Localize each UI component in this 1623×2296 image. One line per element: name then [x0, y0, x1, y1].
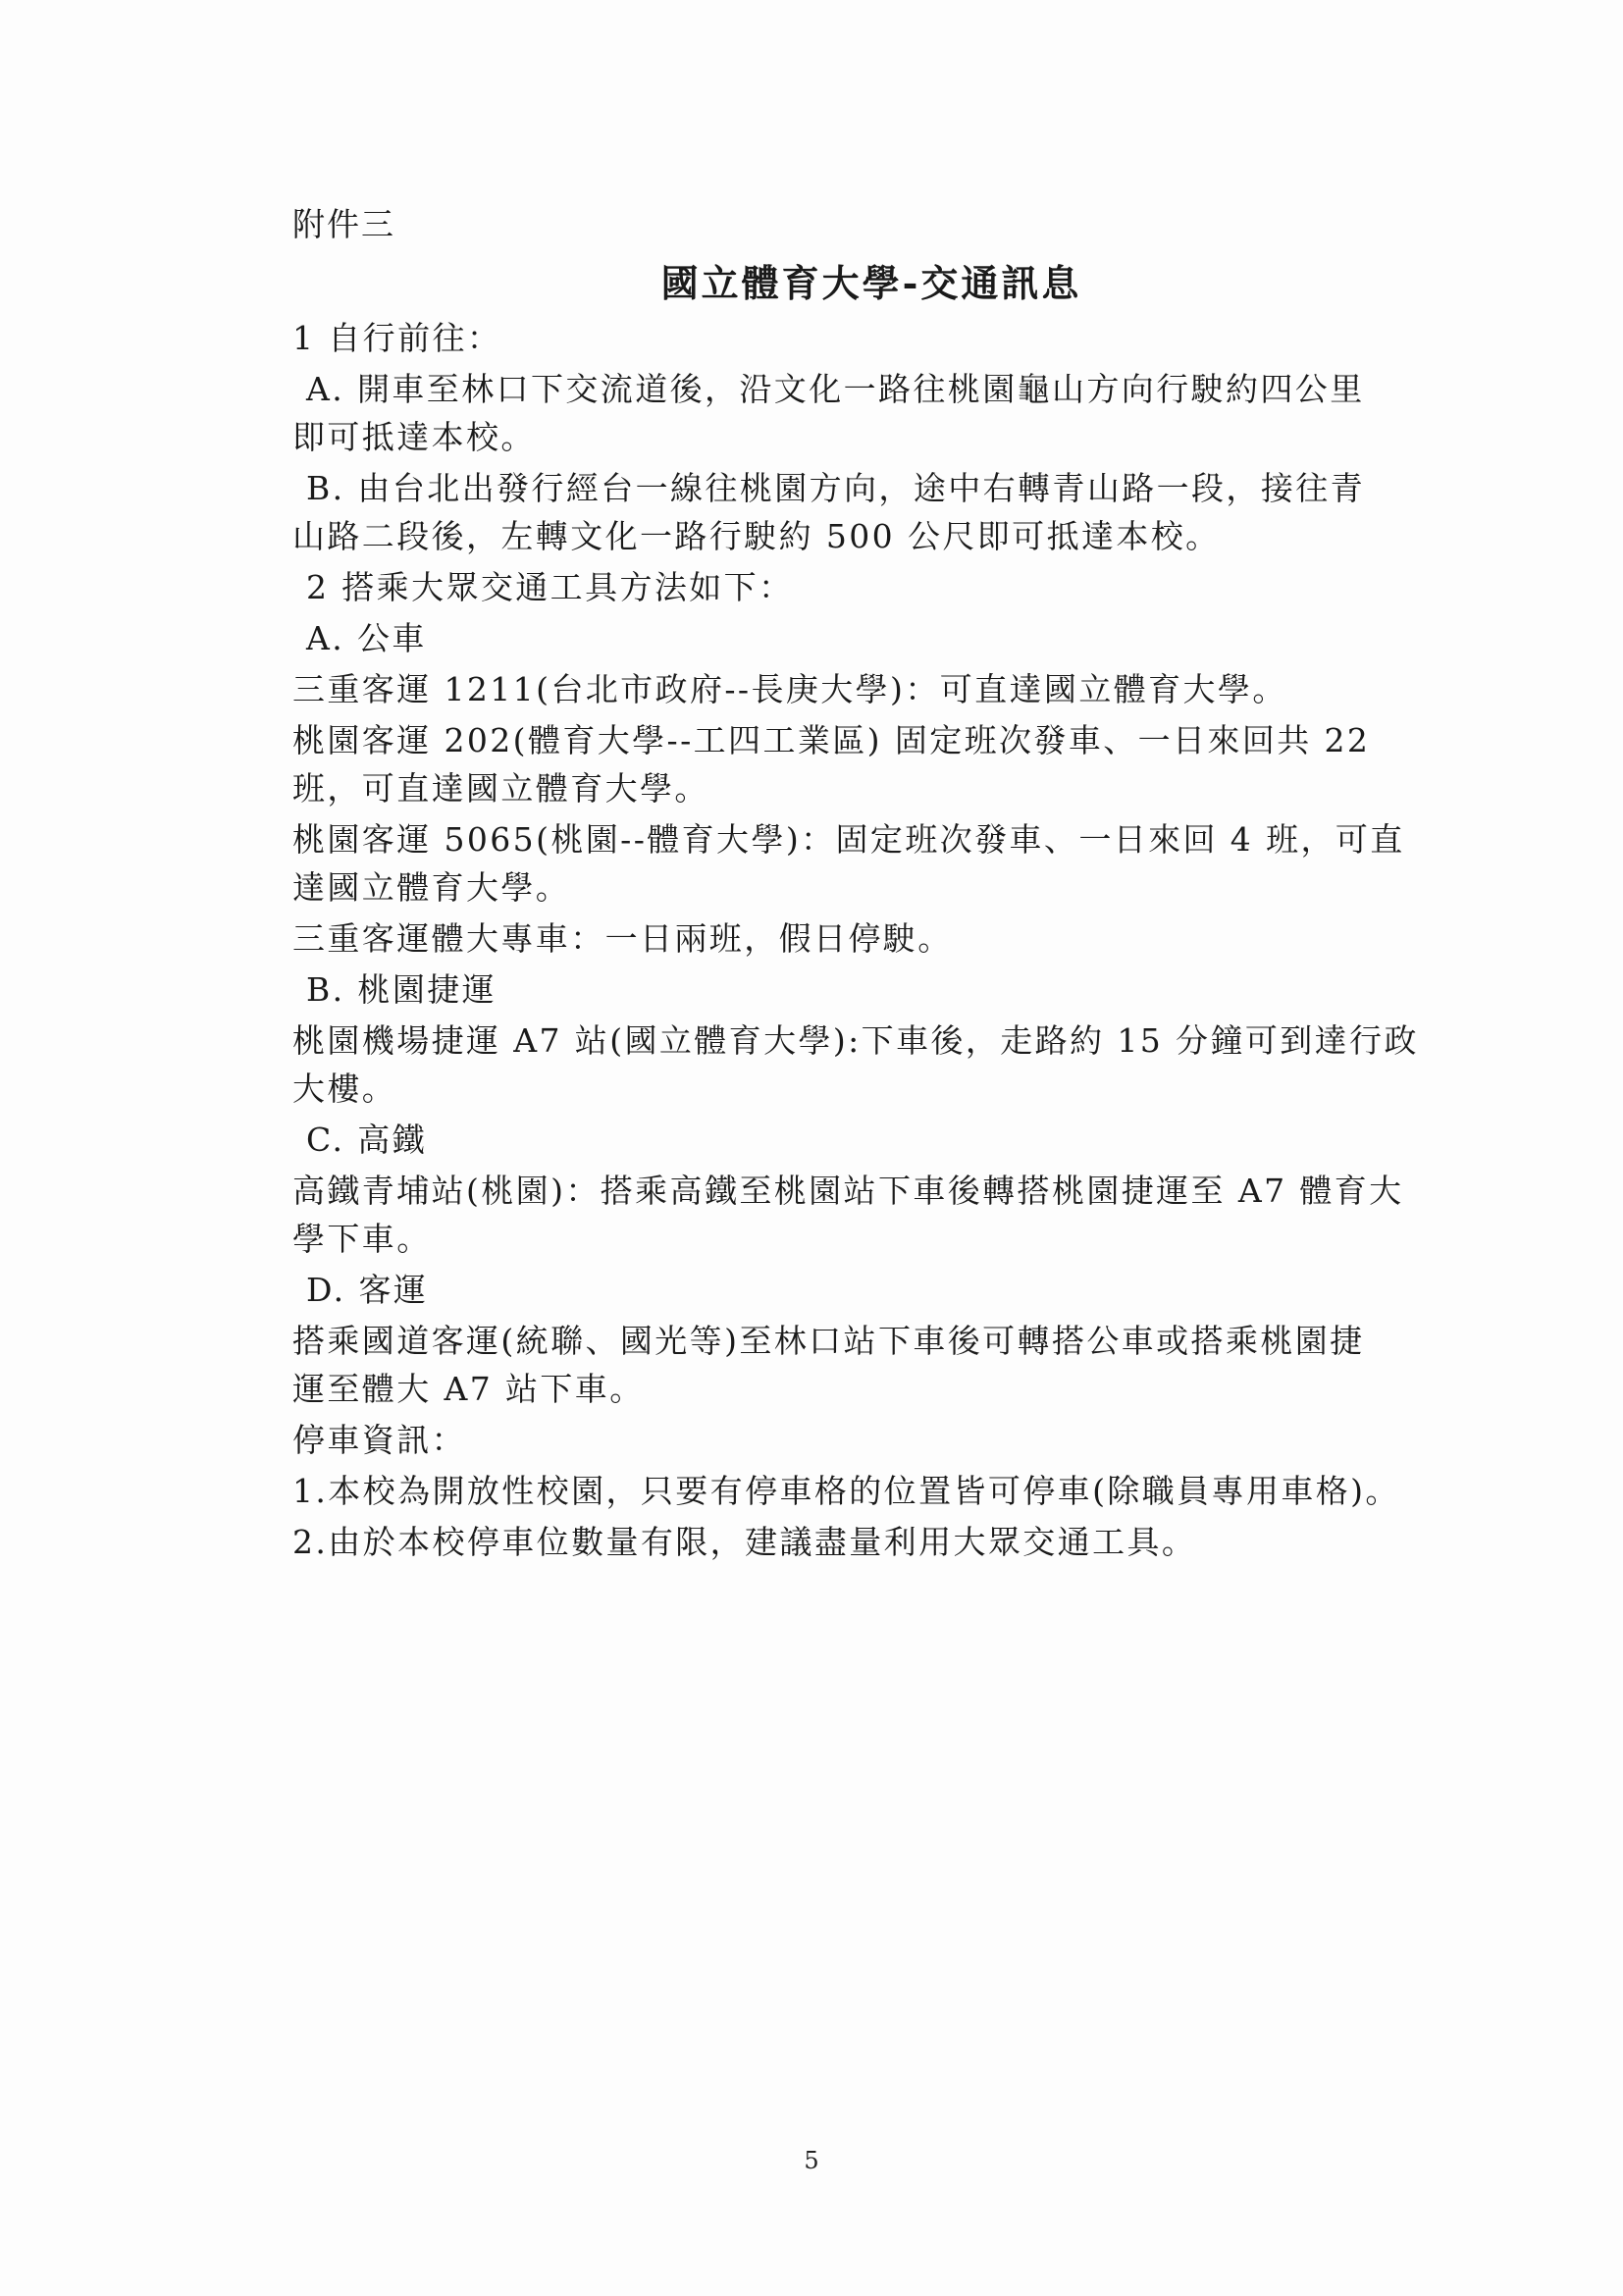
- coach-info: 搭乘國道客運(統聯、國光等)至林口站下車後可轉搭公車或搭乘桃園捷: [292, 1322, 1365, 1360]
- parking-item-2: 2.由於本校停車位數量有限，建議盡量利用大眾交通工具。: [292, 1523, 1197, 1561]
- bus-line-5065-cont: 達國立體育大學。: [292, 868, 571, 907]
- bus-heading: A. 公車: [306, 619, 427, 657]
- hsr-heading: C. 高鐵: [306, 1121, 428, 1159]
- section-self-travel-heading: 1 自行前往：: [292, 319, 502, 357]
- bus-shuttle: 三重客運體大專車：一日兩班，假日停駛。: [292, 919, 953, 958]
- parking-heading: 停車資訊：: [292, 1421, 466, 1459]
- driving-route-a-cont: 即可抵達本校。: [292, 418, 536, 456]
- bus-line-5065: 桃園客運 5065(桃園--體育大學)：固定班次發車、一日來回 4 班，可直: [292, 820, 1405, 859]
- mrt-a7-info: 桃園機場捷運 A7 站(國立體育大學):下車後，走路約 15 分鐘可到達行政: [292, 1021, 1419, 1060]
- driving-route-b: B. 由台北出發行經台一線往桃園方向，途中右轉青山路一段，接往青: [306, 469, 1366, 507]
- driving-route-b-cont: 山路二段後，左轉文化一路行駛約 500 公尺即可抵達本校。: [292, 517, 1221, 555]
- parking-item-1: 1.本校為開放性校園，只要有停車格的位置皆可停車(除職員專用車格)。: [292, 1472, 1400, 1510]
- mrt-a7-info-cont: 大樓。: [292, 1070, 397, 1108]
- bus-line-1211: 三重客運 1211(台北市政府--長庚大學)：可直達國立體育大學。: [292, 670, 1287, 708]
- mrt-heading: B. 桃園捷運: [306, 970, 497, 1009]
- document-title: 國立體育大學-交通訊息: [660, 261, 1082, 305]
- bus-line-202-cont: 班，可直達國立體育大學。: [292, 769, 709, 808]
- coach-heading: D. 客運: [306, 1271, 429, 1309]
- driving-route-a: A. 開車至林口下交流道後，沿文化一路往桃園龜山方向行駛約四公里: [306, 370, 1365, 408]
- hsr-info-cont: 學下車。: [292, 1220, 432, 1258]
- coach-info-cont: 運至體大 A7 站下車。: [292, 1370, 645, 1408]
- section-public-transport-heading: 2 搭乘大眾交通工具方法如下：: [306, 568, 794, 606]
- page-number: 5: [804, 2147, 819, 2174]
- document-body: [292, 196, 1450, 1566]
- bus-line-202: 桃園客運 202(體育大學--工四工業區) 固定班次發車、一日來回共 22: [292, 721, 1371, 759]
- hsr-info: 高鐵青埔站(桃園)：搭乘高鐵至桃園站下車後轉搭桃園捷運至 A7 體育大: [292, 1172, 1404, 1210]
- annex-label: 附件三: [292, 205, 395, 243]
